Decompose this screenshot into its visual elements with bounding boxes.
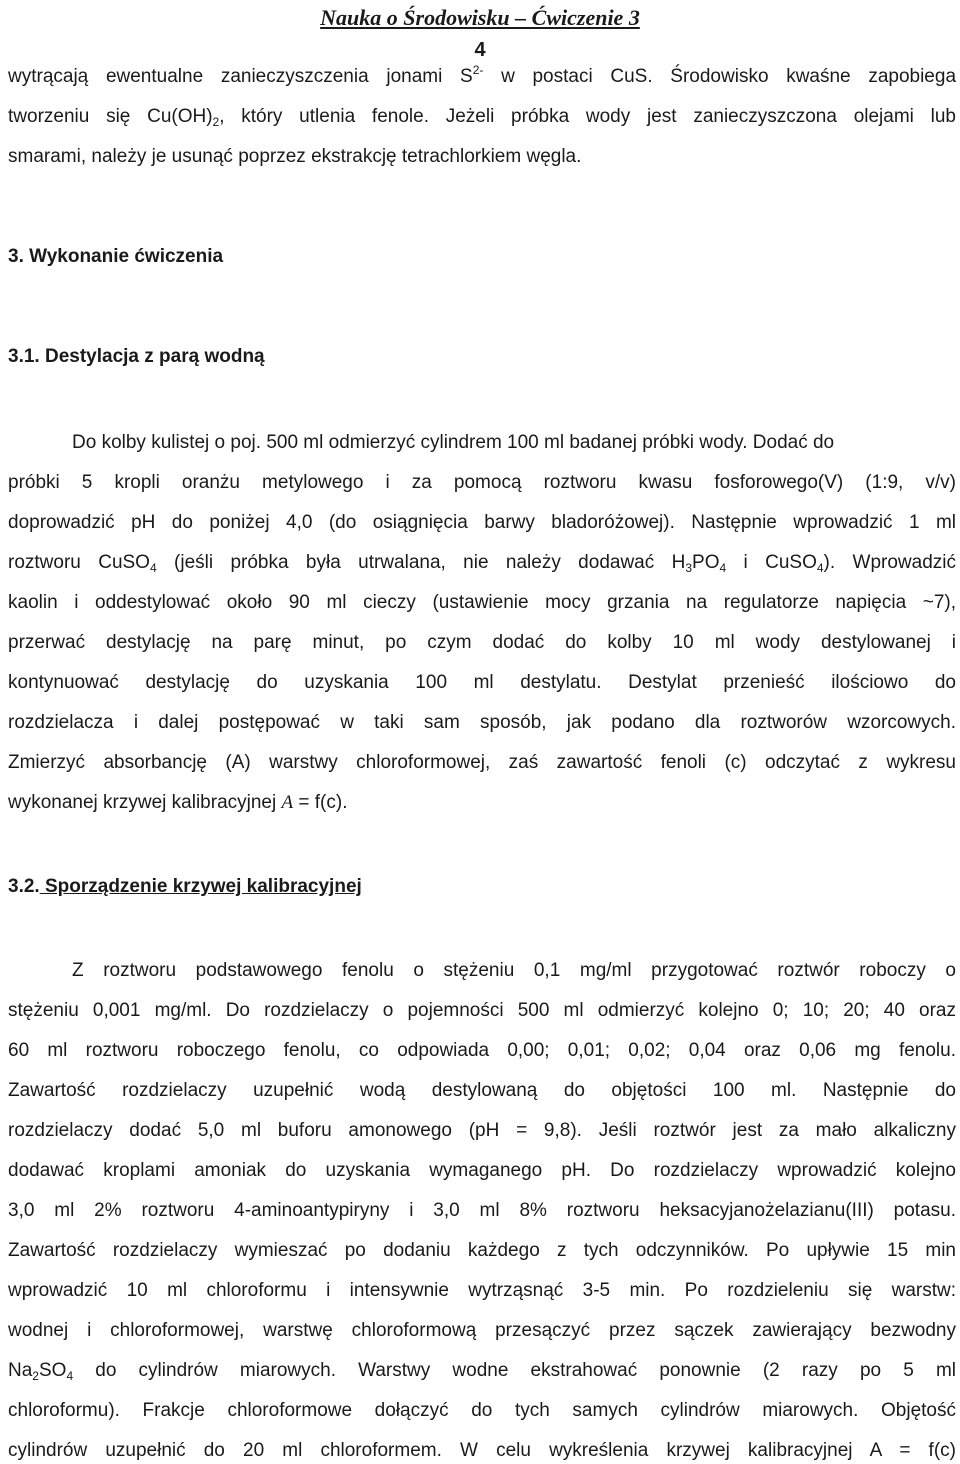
paragraph-line: Zawartość rozdzielaczy wymieszać po dodaniu każdego z tych odczynników. Po upływie 15 min <box>8 1240 956 1261</box>
paragraph-line: próbki 5 kropli oranżu metylowego i za pomocą roztworu kwasu fosforowego(V) (1:9, v/v) <box>8 472 956 493</box>
paragraph-line: wodnej i chloroformowej, warstwę chloroformową przesączyć przez sączek zawierający bezwodny <box>8 1320 956 1341</box>
subsection-heading: 3.1. Destylacja z parą wodną <box>8 346 265 367</box>
page-number: 4 <box>474 39 486 61</box>
paragraph-line: przerwać destylację na parę minut, po czym dodać do kolby 10 ml wody destylowanej i <box>8 632 956 653</box>
paragraph-line: kontynuować destylację do uzyskania 100 ml destylatu. Destylat przenieść ilościowo do <box>8 672 956 693</box>
paragraph-line: kaolin i oddestylować około 90 ml cieczy (ustawienie mocy grzania na regulatorze napięcia ~7), <box>8 592 956 613</box>
paragraph-line: Zmierzyć absorbancję (A) warstwy chloroformowej, zaś zawartość fenoli (c) odczytać z wykresu <box>8 752 956 773</box>
paragraph-line: dodawać kroplami amoniak do uzyskania wymaganego pH. Do rozdzielaczy wprowadzić kolejno <box>8 1160 956 1181</box>
paragraph-line: wprowadzić 10 ml chloroformu i intensywnie wytrząsnąć 3-5 min. Po rozdzieleniu się warstw: <box>8 1280 956 1301</box>
paragraph-line: chloroformu). Frakcje chloroformowe dołączyć do tych samych cylindrów miarowych. Objętość <box>8 1400 956 1421</box>
paragraph-line: 3,0 ml 2% roztworu 4-aminoantypiryny i 3,0 ml 8% roztworu heksacyjanożelazianu(III) potasu. <box>8 1200 956 1221</box>
paragraph-line: wykonanej krzywej kalibracyjnej A = f(c). <box>8 792 348 813</box>
paragraph-line: stężeniu 0,001 mg/ml. Do rozdzielaczy o pojemności 500 ml odmierzyć kolejno 0; 10; 20; 40 oraz <box>8 1000 956 1021</box>
section-heading: 3. Wykonanie ćwiczenia <box>8 246 224 267</box>
subsection-heading: 3.2. Sporządzenie krzywej kalibracyjnej <box>8 876 362 897</box>
paragraph-line: Z roztworu podstawowego fenolu o stężeniu 0,1 mg/ml przygotować roztwór roboczy o <box>72 960 956 981</box>
paragraph-line: wytrącają ewentualne zanieczyszczenia jonami $S^{2-}$ w postaci CuS. Środowisko kwaśne zapobiega <box>8 63 957 87</box>
paragraph-line: doprowadzić pH do poniżej 4,0 (do osiągnięcia barwy bladoróżowej). Następnie wprowadzić 1 ml <box>8 512 956 533</box>
paragraph-line: smarami, należy je usunąć poprzez ekstrakcję tetrachlorkiem węgla. <box>8 146 582 167</box>
paragraph-line: roztworu CuSO$_4$ (jeśli próbka była utrwalana, nie należy dodawać $H_3PO_4$ i CuSO$_4$). Wprowadzić <box>8 552 956 575</box>
page-header <box>0 4 960 32</box>
paragraph-line: tworzeniu się $Cu(OH)_2$, który utlenia fenole. Jeżeli próbka wody jest zanieczyszczona olejami lub <box>8 106 956 129</box>
paragraph-line: 60 ml roztworu roboczego fenolu, co odpowiada 0,00; 0,01; 0,02; 0,04 oraz 0,06 mg fenolu. <box>8 1040 956 1061</box>
header-title: Nauka o Środowisku – Ćwiczenie 3 <box>320 5 640 30</box>
paragraph-line: cylindrów uzupełnić do 20 ml chloroformem. W celu wykreślenia krzywej kalibracyjnej A = f(c) <box>8 1440 956 1461</box>
paragraph-line: $Na_2SO_4$ do cylindrów miarowych. Warstwy wodne ekstrahować ponownie (2 razy po 5 ml <box>8 1360 956 1383</box>
paragraph-line: rozdzielaczy dodać 5,0 ml buforu amonowego (pH = 9,8). Jeśli roztwór jest za mało alkaliczny <box>8 1120 956 1141</box>
paragraph-line: rozdzielacza i dalej postępować w taki sam sposób, jak podano dla roztworów wzorcowych. <box>8 712 956 733</box>
paragraph-line: Zawartość rozdzielaczy uzupełnić wodą destylowaną do objętości 100 ml. Następnie do <box>8 1080 956 1101</box>
paragraph-line: Do kolby kulistej o poj. 500 ml odmierzyć cylindrem 100 ml badanej próbki wody. Dodać do <box>72 432 835 453</box>
